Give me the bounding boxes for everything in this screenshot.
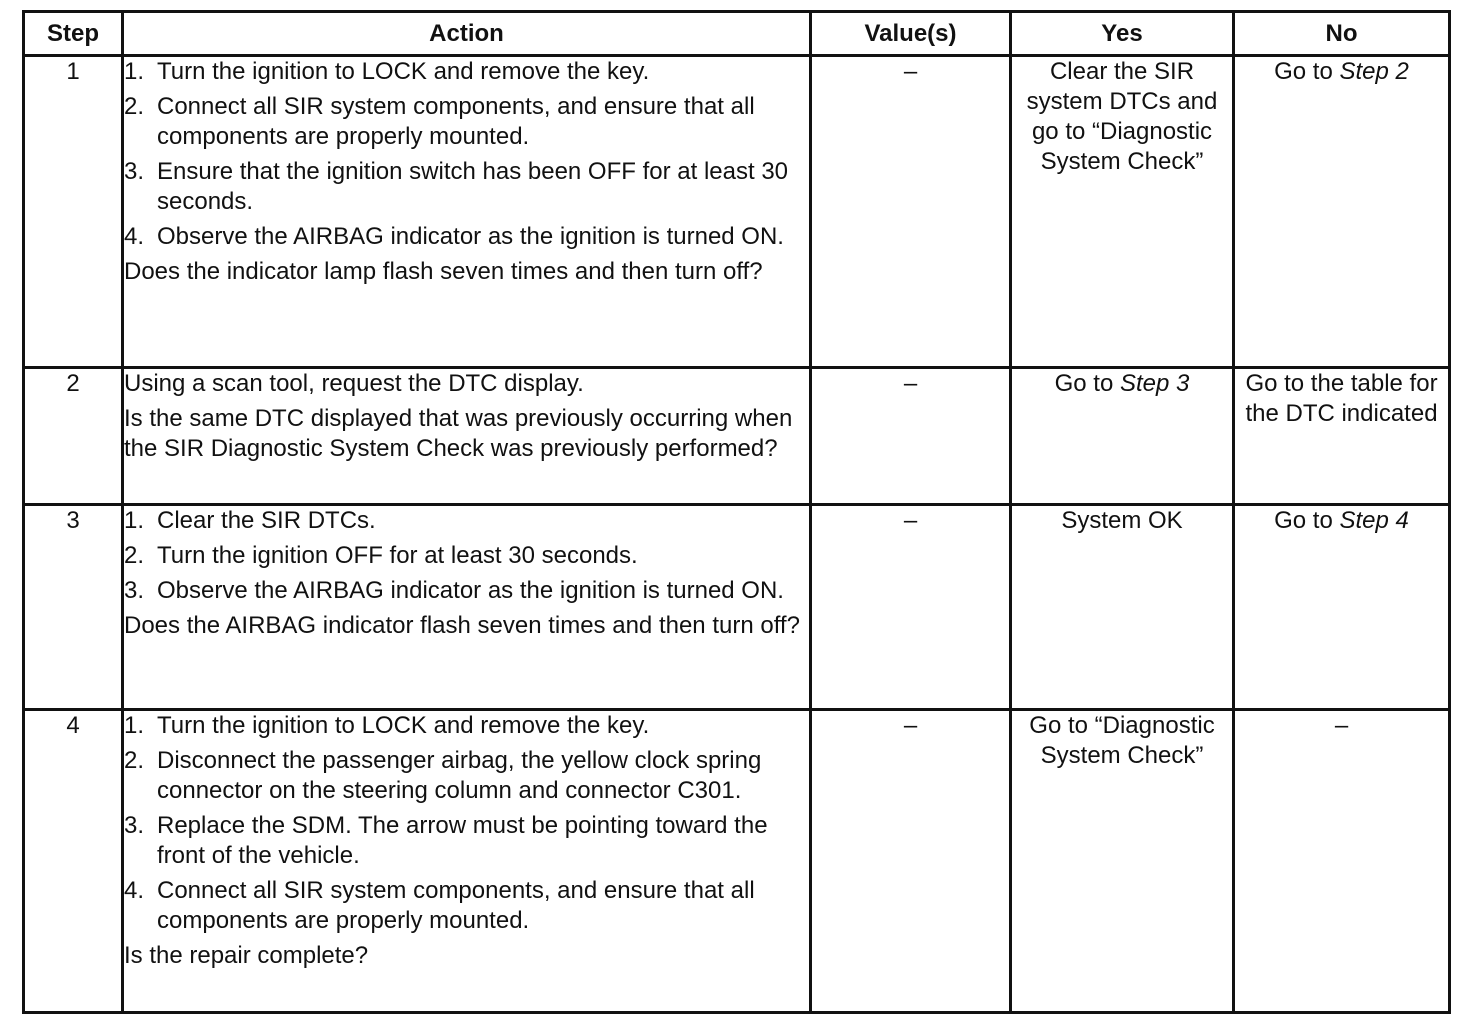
action-question: Is the repair complete?: [124, 942, 369, 969]
action-item-number: 3.: [124, 577, 145, 604]
action-item-text: Turn the ignition to LOCK and remove the key.: [157, 58, 650, 85]
action-item: [124, 222, 809, 252]
value-cell: –: [811, 56, 1011, 368]
action-intro: Using a scan tool, request the DTC display.: [124, 370, 584, 397]
action-question: Does the indicator lamp flash seven times and then turn off?: [124, 258, 763, 285]
yes-cell: Clear the SIR system DTCs and go to “Diagnostic System Check”: [1011, 56, 1234, 368]
action-item-number: 4.: [124, 223, 145, 250]
action-item-text: Disconnect the passenger airbag, the yellow clock spring connector on the steering column and connector C301.: [157, 747, 762, 804]
no-cell: [1234, 56, 1450, 368]
header-yes: Yes: [1011, 12, 1234, 56]
action-item: [124, 746, 809, 806]
action-cell: [123, 368, 811, 505]
no-prefix: Go to: [1274, 507, 1340, 534]
action-item: [124, 576, 809, 606]
action-item-text: Turn the ignition OFF for at least 30 seconds.: [157, 542, 638, 569]
action-item-text: Ensure that the ignition switch has been OFF for at least 30 seconds.: [157, 158, 789, 215]
action-item: [124, 157, 809, 217]
action-item-text: Observe the AIRBAG indicator as the ignition is turned ON.: [157, 223, 784, 250]
no-cell: Go to the table for the DTC indicated: [1234, 368, 1450, 505]
value-cell: –: [811, 505, 1011, 710]
header-action: Action: [123, 12, 811, 56]
table-row-step-3: [24, 505, 1450, 710]
action-item: [124, 876, 809, 936]
step-number: 4: [24, 710, 123, 1013]
action-item-text: Replace the SDM. The arrow must be pointing toward the front of the vehicle.: [157, 812, 768, 869]
action-item-text: Connect all SIR system components, and ensure that all components are properly mounted.: [157, 93, 755, 150]
header-row: [24, 12, 1450, 56]
action-list: [124, 506, 809, 606]
action-item: [124, 541, 809, 571]
step-number: 2: [24, 368, 123, 505]
action-list: [124, 711, 809, 936]
yes-cell: [1011, 368, 1234, 505]
yes-prefix: Go to: [1054, 370, 1120, 397]
action-item-number: 3.: [124, 158, 145, 185]
action-question: Is the same DTC displayed that was previously occurring when the SIR Diagnostic System Check was previously performed?: [124, 405, 793, 462]
action-question: Does the AIRBAG indicator flash seven times and then turn off?: [124, 612, 800, 639]
action-item-number: 3.: [124, 812, 145, 839]
action-cell: [123, 710, 811, 1013]
action-list: [124, 57, 809, 252]
step-number: 3: [24, 505, 123, 710]
action-item: [124, 506, 809, 536]
yes-cell: Go to “Diagnostic System Check”: [1011, 710, 1234, 1013]
action-item-number: 2.: [124, 747, 145, 774]
header-values: Value(s): [811, 12, 1011, 56]
no-cell: [1234, 505, 1450, 710]
action-item-text: Turn the ignition to LOCK and remove the key.: [157, 712, 650, 739]
table-row-step-4: [24, 710, 1450, 1013]
no-prefix: Go to: [1274, 58, 1340, 85]
yes-cell: System OK: [1011, 505, 1234, 710]
action-item: [124, 811, 809, 871]
value-cell: –: [811, 710, 1011, 1013]
action-cell: [123, 56, 811, 368]
value-cell: –: [811, 368, 1011, 505]
action-item-number: 2.: [124, 93, 145, 120]
action-item-text: Clear the SIR DTCs.: [157, 507, 376, 534]
table-row-step-1: [24, 56, 1450, 368]
action-cell: [123, 505, 811, 710]
step-reference: Step 2: [1339, 58, 1409, 85]
header-no: No: [1234, 12, 1450, 56]
action-item-number: 1.: [124, 507, 145, 534]
header-step: Step: [24, 12, 123, 56]
table-row-step-2: [24, 368, 1450, 505]
action-item-number: 4.: [124, 877, 145, 904]
step-reference: Step 3: [1119, 370, 1190, 397]
action-item: [124, 711, 809, 741]
action-item-number: 1.: [124, 712, 145, 739]
step-number: 1: [24, 56, 123, 368]
step-reference: Step 4: [1339, 507, 1409, 534]
no-cell: –: [1234, 710, 1450, 1013]
diagnostic-table: [22, 10, 1451, 1014]
action-item-number: 2.: [124, 542, 145, 569]
action-item: [124, 57, 809, 87]
action-item-number: 1.: [124, 58, 145, 85]
action-item-text: Connect all SIR system components, and ensure that all components are properly mounted.: [157, 877, 755, 934]
action-item-text: Observe the AIRBAG indicator as the ignition is turned ON.: [157, 577, 784, 604]
action-item: [124, 92, 809, 152]
